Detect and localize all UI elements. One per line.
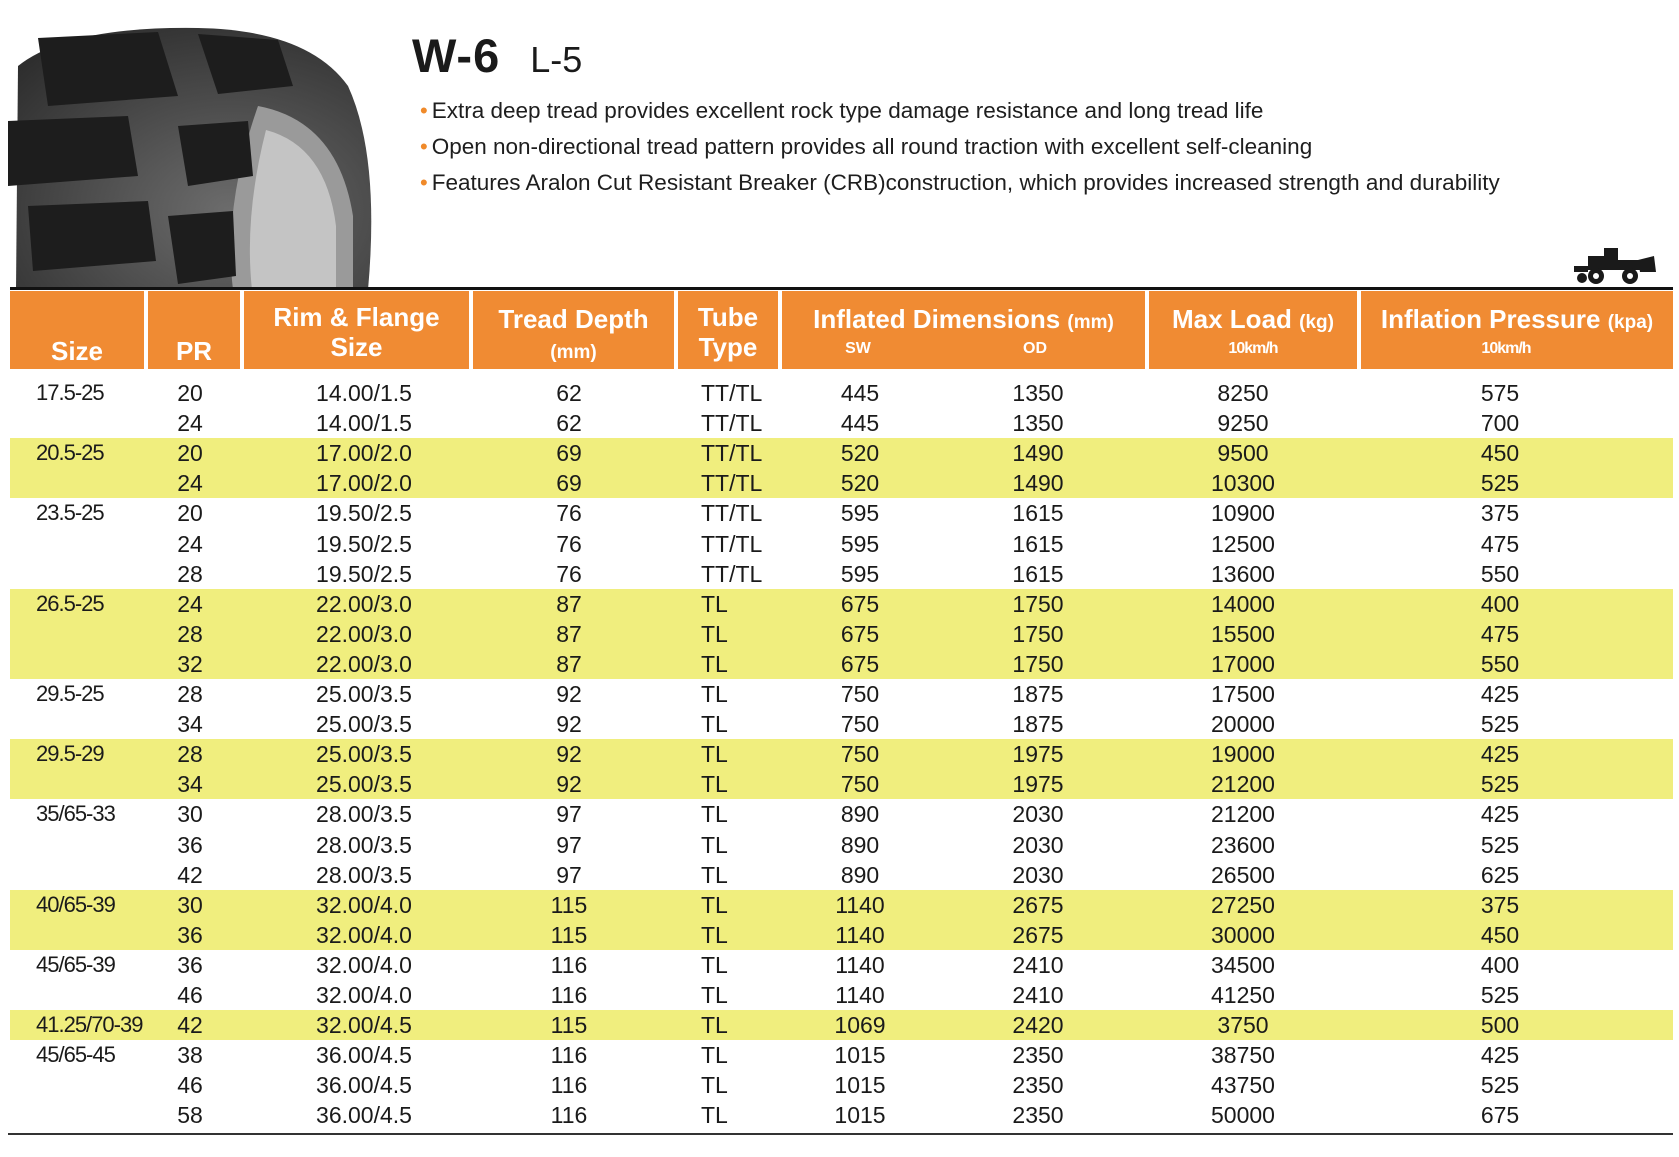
cell-tube: TL bbox=[701, 591, 728, 617]
header-inflated-dimensions: Inflated Dimensions (mm) bbox=[813, 304, 1114, 334]
cell-pressure: 475 bbox=[1480, 621, 1520, 647]
cell-load: 30000 bbox=[1211, 922, 1275, 948]
cell-sw: 1069 bbox=[834, 1012, 886, 1038]
cell-pressure: 675 bbox=[1480, 1102, 1520, 1128]
cell-rim: 36.00/4.5 bbox=[316, 1042, 412, 1068]
bullet-icon: • bbox=[420, 98, 428, 123]
cell-pr: 28 bbox=[177, 561, 203, 587]
cell-pressure: 525 bbox=[1480, 982, 1520, 1008]
header-inflation-pressure: Inflation Pressure (kpa) bbox=[1380, 304, 1654, 334]
cell-pressure: 575 bbox=[1480, 380, 1520, 406]
table-row bbox=[10, 529, 1673, 559]
cell-pressure: 400 bbox=[1480, 591, 1520, 617]
cell-tread: 97 bbox=[556, 832, 582, 858]
cell-load: 34500 bbox=[1211, 952, 1275, 978]
cell-load: 8250 bbox=[1217, 380, 1269, 406]
cell-pr: 20 bbox=[177, 380, 203, 406]
cell-rim: 25.00/3.5 bbox=[316, 711, 412, 737]
cell-tread: 69 bbox=[556, 440, 582, 466]
size-label: 23.5-25 bbox=[36, 500, 104, 525]
cell-pr: 58 bbox=[177, 1102, 203, 1128]
cell-od: 2350 bbox=[1012, 1072, 1064, 1098]
cell-rim: 32.00/4.5 bbox=[316, 1012, 412, 1038]
cell-rim: 22.00/3.0 bbox=[316, 621, 412, 647]
cell-tread: 116 bbox=[550, 1042, 588, 1068]
cell-od: 2350 bbox=[1012, 1102, 1064, 1128]
header-max-load-speed: 10km/h bbox=[1228, 340, 1278, 357]
cell-pressure: 550 bbox=[1480, 651, 1520, 677]
cell-pressure: 525 bbox=[1480, 771, 1520, 797]
cell-od: 1975 bbox=[1012, 741, 1064, 767]
cell-rim: 22.00/3.0 bbox=[316, 591, 412, 617]
cell-pressure: 550 bbox=[1480, 561, 1520, 587]
cell-sw: 675 bbox=[840, 621, 880, 647]
table-row bbox=[10, 950, 1673, 980]
header-inflation-pressure-speed: 10km/h bbox=[1481, 340, 1531, 357]
model-name: W-6 bbox=[412, 29, 501, 82]
cell-rim: 14.00/1.5 bbox=[316, 380, 412, 406]
cell-pr: 28 bbox=[177, 741, 203, 767]
table-row bbox=[10, 468, 1673, 498]
cell-tread: 76 bbox=[556, 500, 582, 526]
cell-tread: 62 bbox=[556, 410, 582, 436]
cell-pressure: 525 bbox=[1480, 711, 1520, 737]
table-row bbox=[10, 649, 1673, 679]
cell-sw: 750 bbox=[840, 681, 880, 707]
cell-tube: TL bbox=[701, 771, 728, 797]
cell-rim: 14.00/1.5 bbox=[316, 410, 412, 436]
header-sw: SW bbox=[845, 340, 871, 357]
size-label: 26.5-25 bbox=[36, 591, 104, 616]
cell-rim: 28.00/3.5 bbox=[316, 801, 412, 827]
table-row bbox=[10, 619, 1673, 649]
cell-tube: TT/TL bbox=[701, 410, 763, 436]
cell-pr: 20 bbox=[177, 440, 203, 466]
table-row bbox=[10, 980, 1673, 1010]
cell-pressure: 400 bbox=[1480, 952, 1520, 978]
cell-load: 50000 bbox=[1211, 1102, 1275, 1128]
cell-rim: 17.00/2.0 bbox=[316, 470, 412, 496]
cell-od: 1615 bbox=[1012, 531, 1064, 557]
cell-tube: TL bbox=[701, 1042, 728, 1068]
cell-tread: 92 bbox=[556, 711, 582, 737]
cell-pr: 34 bbox=[177, 771, 203, 797]
cell-pr: 42 bbox=[177, 862, 203, 888]
cell-sw: 750 bbox=[840, 741, 880, 767]
table-row bbox=[10, 1070, 1673, 1100]
cell-od: 1875 bbox=[1012, 681, 1064, 707]
cell-od: 2675 bbox=[1012, 892, 1064, 918]
cell-load: 12500 bbox=[1211, 531, 1275, 557]
header-od: OD bbox=[1023, 340, 1047, 357]
table-row bbox=[10, 830, 1673, 860]
cell-tube: TL bbox=[701, 982, 728, 1008]
table-row bbox=[10, 920, 1673, 950]
cell-pr: 36 bbox=[177, 832, 203, 858]
cell-load: 23600 bbox=[1211, 832, 1275, 858]
cell-rim: 19.50/2.5 bbox=[316, 500, 412, 526]
table-row bbox=[10, 378, 1673, 408]
cell-od: 2030 bbox=[1012, 801, 1064, 827]
cell-sw: 1015 bbox=[834, 1042, 886, 1068]
cell-pr: 28 bbox=[177, 621, 203, 647]
header-tread-depth: Tread Depth (mm) bbox=[498, 304, 649, 363]
cell-load: 19000 bbox=[1211, 741, 1275, 767]
cell-pressure: 425 bbox=[1480, 741, 1520, 767]
cell-rim: 36.00/4.5 bbox=[316, 1072, 412, 1098]
cell-load: 9250 bbox=[1217, 410, 1269, 436]
cell-od: 1750 bbox=[1012, 651, 1064, 677]
cell-load: 26500 bbox=[1211, 862, 1275, 888]
cell-sw: 890 bbox=[840, 801, 880, 827]
feature-list bbox=[420, 93, 1500, 201]
size-label: 40/65-39 bbox=[36, 892, 115, 917]
feature-item: • Features Aralon Cut Resistant Breaker (CRB)construction, which provides increased strength and durability bbox=[420, 170, 1500, 195]
cell-tread: 62 bbox=[556, 380, 582, 406]
cell-tread: 69 bbox=[556, 470, 582, 496]
cell-tread: 116 bbox=[550, 982, 588, 1008]
table-row bbox=[10, 1100, 1673, 1130]
cell-rim: 32.00/4.0 bbox=[316, 952, 412, 978]
cell-rim: 19.50/2.5 bbox=[316, 531, 412, 557]
cell-pressure: 475 bbox=[1480, 531, 1520, 557]
feature-item: • Extra deep tread provides excellent rock type damage resistance and long tread life bbox=[420, 98, 1264, 123]
cell-tread: 115 bbox=[550, 1012, 588, 1038]
cell-pr: 36 bbox=[177, 922, 203, 948]
table-row bbox=[10, 769, 1673, 799]
cell-pr: 30 bbox=[177, 892, 203, 918]
cell-sw: 1140 bbox=[835, 892, 885, 918]
cell-tube: TL bbox=[701, 952, 728, 978]
cell-od: 1750 bbox=[1012, 621, 1064, 647]
cell-pressure: 700 bbox=[1480, 410, 1520, 436]
cell-pressure: 625 bbox=[1480, 862, 1520, 888]
header-size: Size bbox=[50, 336, 104, 366]
cell-pr: 24 bbox=[177, 591, 203, 617]
table-row bbox=[10, 498, 1673, 528]
cell-tube: TL bbox=[701, 1072, 728, 1098]
table-row bbox=[10, 438, 1673, 468]
cell-tube: TL bbox=[701, 681, 728, 707]
cell-rim: 17.00/2.0 bbox=[316, 440, 412, 466]
cell-pr: 38 bbox=[177, 1042, 203, 1068]
model-code: L-5 bbox=[530, 39, 583, 80]
cell-rim: 32.00/4.0 bbox=[316, 982, 412, 1008]
cell-pressure: 500 bbox=[1480, 1012, 1520, 1038]
cell-sw: 1140 bbox=[835, 922, 885, 948]
cell-rim: 32.00/4.0 bbox=[316, 922, 412, 948]
cell-rim: 25.00/3.5 bbox=[316, 771, 412, 797]
cell-pressure: 525 bbox=[1480, 832, 1520, 858]
cell-tube: TL bbox=[701, 862, 728, 888]
cell-load: 20000 bbox=[1211, 711, 1275, 737]
cell-sw: 675 bbox=[840, 591, 880, 617]
cell-pr: 24 bbox=[177, 410, 203, 436]
cell-load: 10300 bbox=[1211, 470, 1275, 496]
cell-load: 3750 bbox=[1217, 1012, 1269, 1038]
cell-sw: 750 bbox=[840, 771, 880, 797]
cell-tread: 92 bbox=[556, 771, 582, 797]
cell-od: 1750 bbox=[1012, 591, 1064, 617]
cell-sw: 595 bbox=[840, 500, 880, 526]
cell-pressure: 425 bbox=[1480, 801, 1520, 827]
cell-sw: 1140 bbox=[835, 952, 885, 978]
cell-load: 38750 bbox=[1211, 1042, 1275, 1068]
cell-od: 2410 bbox=[1012, 982, 1064, 1008]
size-label: 17.5-25 bbox=[36, 380, 104, 405]
cell-tread: 115 bbox=[550, 922, 588, 948]
table-row bbox=[10, 559, 1673, 589]
cell-od: 1490 bbox=[1012, 440, 1064, 466]
table-row bbox=[10, 739, 1673, 769]
size-label: 29.5-25 bbox=[36, 681, 104, 706]
bottom-divider bbox=[8, 1133, 1673, 1135]
cell-rim: 25.00/3.5 bbox=[316, 741, 412, 767]
cell-tube: TL bbox=[701, 892, 728, 918]
cell-tube: TL bbox=[701, 1102, 728, 1128]
cell-od: 1975 bbox=[1012, 771, 1064, 797]
cell-sw: 1140 bbox=[835, 982, 885, 1008]
cell-load: 17000 bbox=[1211, 651, 1275, 677]
table-row bbox=[10, 799, 1673, 829]
cell-od: 2675 bbox=[1012, 922, 1064, 948]
cell-tread: 97 bbox=[556, 862, 582, 888]
cell-tread: 87 bbox=[556, 621, 582, 647]
cell-pressure: 525 bbox=[1480, 1072, 1520, 1098]
cell-tube: TL bbox=[701, 651, 728, 677]
table-row bbox=[10, 408, 1673, 438]
cell-od: 1875 bbox=[1012, 711, 1064, 737]
cell-tube: TL bbox=[701, 741, 728, 767]
cell-od: 2030 bbox=[1012, 862, 1064, 888]
cell-rim: 22.00/3.0 bbox=[316, 651, 412, 677]
cell-od: 1490 bbox=[1012, 470, 1064, 496]
size-label: 45/65-39 bbox=[36, 952, 115, 977]
feature-item: • Open non-directional tread pattern provides all round traction with excellent self-cleaning bbox=[420, 134, 1313, 159]
cell-load: 27250 bbox=[1211, 892, 1275, 918]
cell-pressure: 375 bbox=[1480, 500, 1520, 526]
cell-od: 2420 bbox=[1012, 1012, 1064, 1038]
cell-sw: 1015 bbox=[834, 1102, 886, 1128]
cell-load: 9500 bbox=[1217, 440, 1269, 466]
cell-load: 17500 bbox=[1211, 681, 1275, 707]
cell-pressure: 450 bbox=[1480, 922, 1520, 948]
cell-sw: 520 bbox=[840, 470, 880, 496]
cell-od: 2410 bbox=[1012, 952, 1064, 978]
cell-pr: 46 bbox=[177, 1072, 203, 1098]
top-divider bbox=[10, 287, 1673, 290]
cell-rim: 32.00/4.0 bbox=[316, 892, 412, 918]
cell-sw: 595 bbox=[840, 531, 880, 557]
cell-tread: 115 bbox=[550, 892, 588, 918]
cell-pr: 32 bbox=[177, 651, 203, 677]
cell-sw: 595 bbox=[840, 561, 880, 587]
cell-pressure: 375 bbox=[1480, 892, 1520, 918]
cell-tube: TL bbox=[701, 801, 728, 827]
cell-pressure: 450 bbox=[1480, 440, 1520, 466]
cell-sw: 520 bbox=[840, 440, 880, 466]
table-row bbox=[10, 1010, 1673, 1040]
cell-tread: 76 bbox=[556, 561, 582, 587]
header-pr: PR bbox=[175, 336, 213, 366]
cell-od: 1350 bbox=[1012, 410, 1064, 436]
cell-tube: TL bbox=[701, 922, 728, 948]
cell-load: 15500 bbox=[1211, 621, 1275, 647]
cell-load: 41250 bbox=[1211, 982, 1275, 1008]
cell-load: 21200 bbox=[1211, 771, 1275, 797]
header-rim-flange: Rim & Flange Size bbox=[273, 302, 440, 362]
size-label: 45/65-45 bbox=[36, 1042, 115, 1067]
header-tube-type: Tube Type bbox=[697, 302, 759, 362]
cell-tread: 116 bbox=[550, 1102, 588, 1128]
cell-tread: 97 bbox=[556, 801, 582, 827]
cell-pr: 36 bbox=[177, 952, 203, 978]
tire-tread-image bbox=[8, 26, 380, 290]
table-row bbox=[10, 890, 1673, 920]
cell-load: 43750 bbox=[1211, 1072, 1275, 1098]
wheel-loader-icon bbox=[1574, 246, 1656, 286]
cell-sw: 1015 bbox=[834, 1072, 886, 1098]
header-max-load: Max Load (kg) bbox=[1172, 304, 1334, 334]
cell-tread: 92 bbox=[556, 681, 582, 707]
cell-rim: 25.00/3.5 bbox=[316, 681, 412, 707]
cell-tread: 87 bbox=[556, 591, 582, 617]
product-title bbox=[412, 28, 582, 83]
bullet-icon: • bbox=[420, 134, 428, 159]
cell-od: 2350 bbox=[1012, 1042, 1064, 1068]
cell-tread: 76 bbox=[556, 531, 582, 557]
table-row bbox=[10, 860, 1673, 890]
cell-rim: 28.00/3.5 bbox=[316, 862, 412, 888]
cell-tube: TT/TL bbox=[701, 470, 763, 496]
cell-tube: TT/TL bbox=[701, 500, 763, 526]
cell-tread: 116 bbox=[550, 952, 588, 978]
cell-sw: 750 bbox=[840, 711, 880, 737]
cell-pressure: 425 bbox=[1480, 1042, 1520, 1068]
cell-od: 2030 bbox=[1012, 832, 1064, 858]
cell-rim: 28.00/3.5 bbox=[316, 832, 412, 858]
cell-tube: TL bbox=[701, 711, 728, 737]
table-row bbox=[10, 679, 1673, 709]
cell-load: 14000 bbox=[1211, 591, 1275, 617]
cell-od: 1350 bbox=[1012, 380, 1064, 406]
cell-od: 1615 bbox=[1012, 500, 1064, 526]
cell-tube: TL bbox=[701, 1012, 728, 1038]
size-label: 41.25/70-39 bbox=[36, 1012, 143, 1037]
cell-load: 10900 bbox=[1211, 500, 1275, 526]
cell-pr: 34 bbox=[177, 711, 203, 737]
cell-tread: 92 bbox=[556, 741, 582, 767]
cell-tube: TT/TL bbox=[701, 531, 763, 557]
cell-tube: TL bbox=[701, 621, 728, 647]
cell-tube: TL bbox=[701, 832, 728, 858]
cell-sw: 890 bbox=[840, 832, 880, 858]
cell-tube: TT/TL bbox=[701, 440, 763, 466]
cell-pr: 28 bbox=[177, 681, 203, 707]
cell-load: 13600 bbox=[1211, 561, 1275, 587]
cell-pr: 30 bbox=[177, 801, 203, 827]
size-label: 29.5-29 bbox=[36, 741, 104, 766]
cell-tread: 116 bbox=[550, 1072, 588, 1098]
cell-tube: TT/TL bbox=[701, 561, 763, 587]
cell-sw: 890 bbox=[840, 862, 880, 888]
cell-tread: 87 bbox=[556, 651, 582, 677]
cell-pr: 20 bbox=[177, 500, 203, 526]
table-row bbox=[10, 589, 1673, 619]
cell-pr: 24 bbox=[177, 531, 203, 557]
cell-tube: TT/TL bbox=[701, 380, 763, 406]
table-row bbox=[10, 709, 1673, 739]
cell-pr: 42 bbox=[177, 1012, 203, 1038]
cell-rim: 19.50/2.5 bbox=[316, 561, 412, 587]
cell-load: 21200 bbox=[1211, 801, 1275, 827]
cell-sw: 445 bbox=[840, 380, 880, 406]
cell-pressure: 425 bbox=[1480, 681, 1520, 707]
cell-sw: 445 bbox=[840, 410, 880, 436]
cell-pr: 24 bbox=[177, 470, 203, 496]
cell-pressure: 525 bbox=[1480, 470, 1520, 496]
cell-sw: 675 bbox=[840, 651, 880, 677]
table-row bbox=[10, 1040, 1673, 1070]
bullet-icon: • bbox=[420, 170, 428, 195]
cell-od: 1615 bbox=[1012, 561, 1064, 587]
cell-rim: 36.00/4.5 bbox=[316, 1102, 412, 1128]
size-label: 20.5-25 bbox=[36, 440, 104, 465]
cell-pr: 46 bbox=[177, 982, 203, 1008]
size-label: 35/65-33 bbox=[36, 801, 115, 826]
